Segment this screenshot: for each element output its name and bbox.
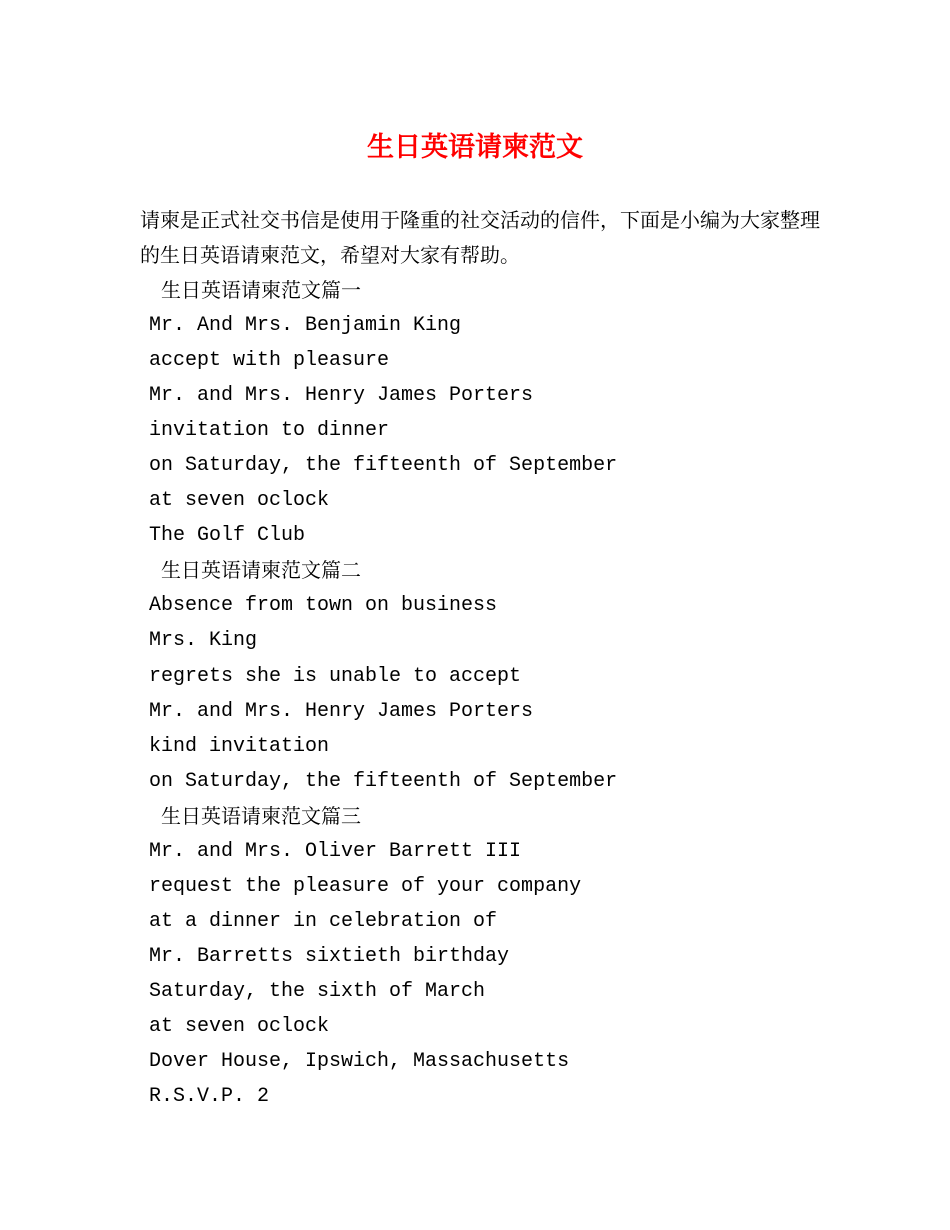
invitation-body [0, 273, 950, 1114]
section-heading-2: 生日英语请柬范文篇二 [161, 558, 361, 583]
invitation-line: kind invitation [149, 734, 330, 758]
invitation-line: Mr. Barretts sixtieth birthday [149, 944, 510, 968]
invitation-line: on Saturday, the fifteenth of September [149, 454, 618, 478]
invitation-line: Mr. and Mrs. Henry James Porters [149, 384, 534, 408]
invitation-line: at seven oclock [149, 489, 330, 513]
document-title: 生日英语请柬范文 [367, 132, 583, 163]
invitation-line: regrets she is unable to accept [149, 664, 522, 688]
invitation-line: Mr. And Mrs. Benjamin King [149, 314, 462, 338]
intro-paragraph: 请柬是正式社交书信是使用于隆重的社交活动的信件，下面是小编为大家整理的生日英语请柬范文，希望对大家有帮助。 [140, 208, 820, 267]
invitation-line: Absence from town on business [149, 594, 498, 618]
invitation-line: Mr. and Mrs. Henry James Porters [149, 699, 534, 723]
invitation-line: accept with pleasure [149, 349, 390, 373]
invitation-line: request the pleasure of your company [149, 874, 582, 898]
invitation-line: Saturday, the sixth of March [149, 979, 486, 1003]
invitation-line: at a dinner in celebration of [149, 909, 498, 933]
invitation-line: on Saturday, the fifteenth of September [149, 769, 618, 793]
invitation-line: Mr. and Mrs. Oliver Barrett III [149, 839, 522, 863]
invitation-line: R.S.V.P. 2 [149, 1085, 270, 1109]
invitation-line: Mrs. King [149, 629, 258, 653]
invitation-line: at seven oclock [149, 1014, 330, 1038]
section-heading-3: 生日英语请柬范文篇三 [161, 803, 361, 828]
invitation-line: The Golf Club [149, 524, 306, 548]
section-heading-1: 生日英语请柬范文篇一 [161, 278, 361, 302]
invitation-line: invitation to dinner [149, 419, 390, 443]
invitation-line: Dover House, Ipswich, Massachusetts [149, 1050, 570, 1074]
